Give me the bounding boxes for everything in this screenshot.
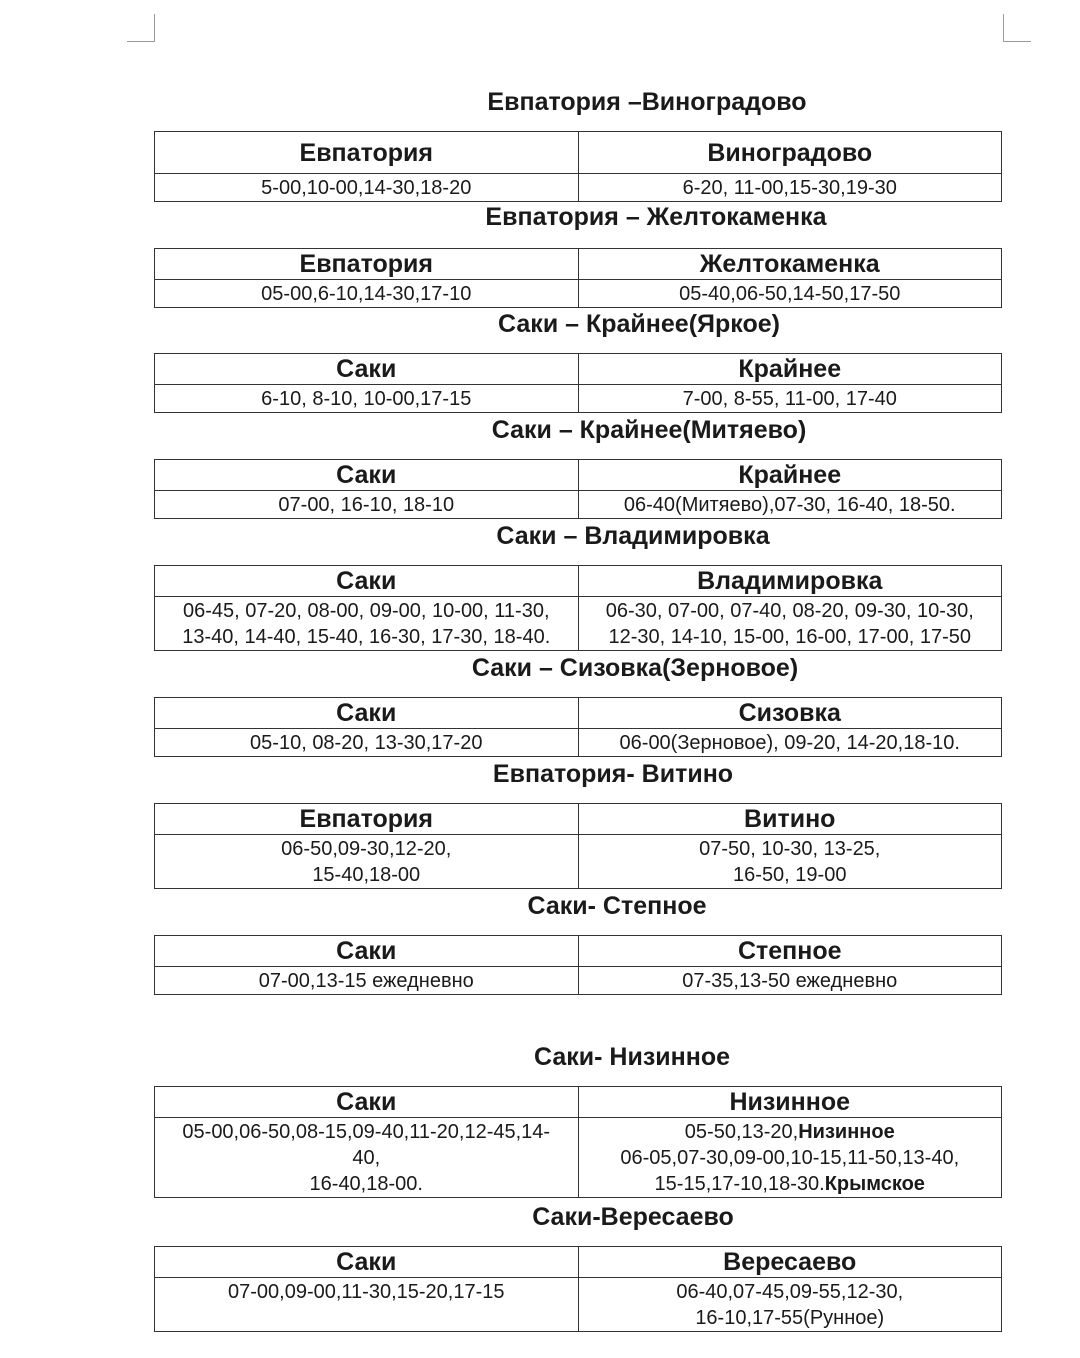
route-title: Саки- Низинное	[533, 1043, 731, 1071]
origin-header: Саки	[155, 1247, 579, 1278]
destination-header: Вересаево	[578, 1247, 1002, 1278]
destination-times: 06-40(Митяево),07-30, 16-40, 18-50.	[578, 491, 1002, 519]
origin-times: 05-00,6-10,14-30,17-10	[155, 280, 579, 308]
destination-header: Желтокаменка	[578, 249, 1002, 280]
destination-times: 7-00, 8-55, 11-00, 17-40	[578, 385, 1002, 413]
origin-times: 07-00,09-00,11-30,15-20,17-15	[155, 1278, 579, 1332]
route-title: Евпатория- Витино	[492, 760, 734, 788]
origin-header: Саки	[155, 566, 579, 597]
destination-header: Крайнее	[578, 354, 1002, 385]
destination-times: 07-50, 10-30, 13-25, 16-50, 19-00	[578, 835, 1002, 889]
origin-times: 07-00,13-15 ежедневно	[155, 967, 579, 995]
route-table	[154, 697, 1002, 757]
route-table	[154, 459, 1002, 519]
route-table	[154, 353, 1002, 413]
route-table	[154, 248, 1002, 308]
origin-times: 6-10, 8-10, 10-00,17-15	[155, 385, 579, 413]
origin-times: 05-10, 08-20, 13-30,17-20	[155, 729, 579, 757]
route-title: Саки – Сизовка(Зерновое)	[471, 654, 799, 682]
route-table	[154, 1086, 1002, 1198]
route-title: Саки – Владимировка	[496, 522, 770, 550]
route-table	[154, 565, 1002, 651]
destination-header: Крайнее	[578, 460, 1002, 491]
route-table	[154, 935, 1002, 995]
origin-header: Саки	[155, 936, 579, 967]
stop-note-krymskoe: Крымское	[824, 1173, 925, 1195]
destination-header: Витино	[578, 804, 1002, 835]
origin-header: Евпатория	[155, 132, 579, 174]
page-corner-mark-right	[1003, 14, 1031, 42]
destination-times: 06-00(Зерновое), 09-20, 14-20,18-10.	[578, 729, 1002, 757]
route-title: Саки – Крайнее(Яркое)	[498, 310, 780, 338]
destination-times: 06-30, 07-00, 07-40, 08-20, 09-30, 10-30, 12-30, 14-10, 15-00, 16-00, 17-00, 17-50	[578, 597, 1002, 651]
destination-header: Виноградово	[578, 132, 1002, 174]
destination-times: 05-40,06-50,14-50,17-50	[578, 280, 1002, 308]
destination-times: 6-20, 11-00,15-30,19-30	[578, 174, 1002, 202]
origin-times: 07-00, 16-10, 18-10	[155, 491, 579, 519]
origin-header: Саки	[155, 460, 579, 491]
origin-times: 05-00,06-50,08-15,09-40,11-20,12-45,14- 40, 16-40,18-00.	[155, 1118, 579, 1198]
destination-header: Степное	[578, 936, 1002, 967]
page-corner-mark-left	[127, 14, 155, 42]
origin-header: Евпатория	[155, 804, 579, 835]
route-title: Саки- Степное	[527, 892, 707, 920]
destination-header: Владимировка	[578, 566, 1002, 597]
origin-times: 5-00,10-00,14-30,18-20	[155, 174, 579, 202]
route-title: Саки-Вересаево	[532, 1203, 734, 1231]
origin-header: Саки	[155, 354, 579, 385]
destination-times: 06-40,07-45,09-55,12-30, 16-10,17-55(Рунное)	[578, 1278, 1002, 1332]
origin-header: Евпатория	[155, 249, 579, 280]
route-table	[154, 131, 1002, 202]
destination-header: Низинное	[578, 1087, 1002, 1118]
route-table	[154, 803, 1002, 889]
destination-times: 05-50,13-20,Низинное 06-05,07-30,09-00,10-15,11-50,13-40, 15-15,17-10,18-30.Крымское	[578, 1118, 1002, 1198]
origin-header: Саки	[155, 1087, 579, 1118]
route-title: Саки – Крайнее(Митяево)	[491, 416, 807, 444]
stop-note-nizinnoe: Низинное	[798, 1121, 895, 1143]
route-title: Евпатория – Желтокаменка	[485, 203, 827, 231]
origin-header: Саки	[155, 698, 579, 729]
origin-times: 06-50,09-30,12-20, 15-40,18-00	[155, 835, 579, 889]
origin-times: 06-45, 07-20, 08-00, 09-00, 10-00, 11-30, 13-40, 14-40, 15-40, 16-30, 17-30, 18-40.	[155, 597, 579, 651]
destination-times: 07-35,13-50 ежедневно	[578, 967, 1002, 995]
destination-header: Сизовка	[578, 698, 1002, 729]
route-title: Евпатория –Виноградово	[487, 88, 807, 116]
route-table	[154, 1246, 1002, 1332]
